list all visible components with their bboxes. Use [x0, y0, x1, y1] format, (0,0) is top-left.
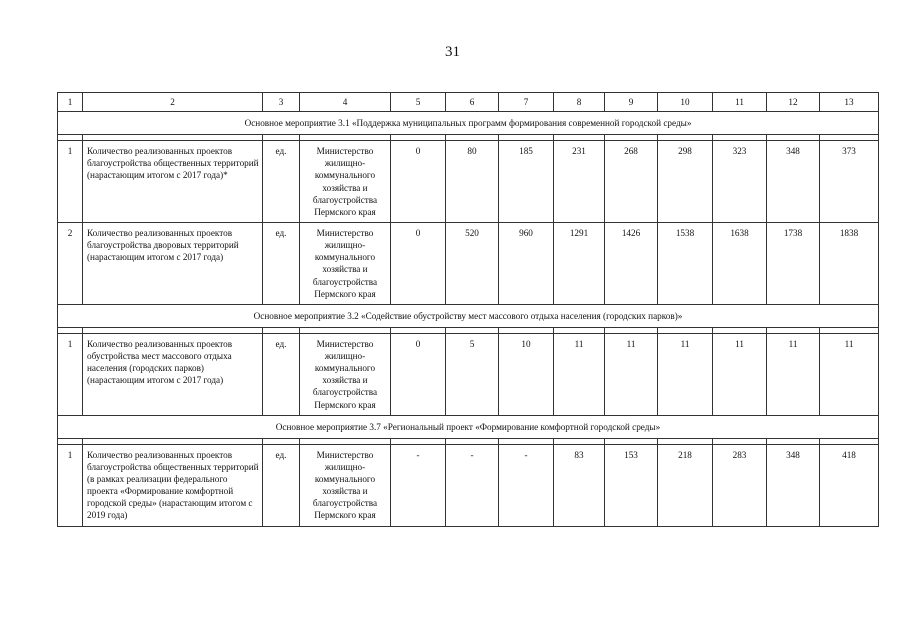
- value-cell: 960: [499, 222, 554, 304]
- value-cell: 520: [446, 222, 499, 304]
- value-cell: -: [391, 444, 446, 526]
- table-row: [58, 333, 879, 415]
- value-cell: 153: [605, 444, 658, 526]
- unit-cell: ед.: [263, 141, 300, 223]
- indicator-name: Количество реализованных проектов благоустройства общественных территорий (нарастающим итогом с 2017 года)*: [83, 141, 263, 223]
- value-cell: 185: [499, 141, 554, 223]
- column-header: 13: [820, 93, 879, 112]
- responsible-ministry: Министерство жилищно-коммунального хозяйства и благоустройства Пермского края: [300, 333, 391, 415]
- column-header: 10: [658, 93, 713, 112]
- value-cell: 283: [713, 444, 767, 526]
- row-number: 1: [58, 141, 83, 223]
- value-cell: -: [499, 444, 554, 526]
- value-cell: 218: [658, 444, 713, 526]
- value-cell: 348: [767, 141, 820, 223]
- value-cell: 231: [554, 141, 605, 223]
- responsible-ministry: Министерство жилищно-коммунального хозяйства и благоустройства Пермского края: [300, 141, 391, 223]
- value-cell: 268: [605, 141, 658, 223]
- unit-cell: ед.: [263, 333, 300, 415]
- value-cell: -: [446, 444, 499, 526]
- table-row: [58, 141, 879, 223]
- value-cell: 11: [605, 333, 658, 415]
- value-cell: 10: [499, 333, 554, 415]
- column-header: 8: [554, 93, 605, 112]
- indicator-name: Количество реализованных проектов благоустройства дворовых территорий (нарастающим итогом с 2017 года): [83, 222, 263, 304]
- value-cell: 298: [658, 141, 713, 223]
- value-cell: 1838: [820, 222, 879, 304]
- table-row: [58, 222, 879, 304]
- value-cell: 5: [446, 333, 499, 415]
- page-number: 31: [445, 44, 460, 60]
- value-cell: 11: [820, 333, 879, 415]
- value-cell: 83: [554, 444, 605, 526]
- value-cell: 1538: [658, 222, 713, 304]
- value-cell: 323: [713, 141, 767, 223]
- unit-cell: ед.: [263, 222, 300, 304]
- value-cell: 0: [391, 333, 446, 415]
- column-header: 5: [391, 93, 446, 112]
- value-cell: 0: [391, 222, 446, 304]
- column-header-row: [58, 93, 879, 112]
- section-title: Основное мероприятие 3.2 «Содействие обустройству мест массового отдыха населения (городских парков)»: [58, 304, 879, 327]
- row-number: 2: [58, 222, 83, 304]
- responsible-ministry: Министерство жилищно-коммунального хозяйства и благоустройства Пермского края: [300, 222, 391, 304]
- section-title: Основное мероприятие 3.1 «Поддержка муниципальных программ формирования современной городской среды»: [58, 112, 879, 135]
- column-header: 1: [58, 93, 83, 112]
- value-cell: 11: [554, 333, 605, 415]
- section-header-row: [58, 304, 879, 327]
- value-cell: 11: [658, 333, 713, 415]
- responsible-ministry: Министерство жилищно-коммунального хозяйства и благоустройства Пермского края: [300, 444, 391, 526]
- value-cell: 373: [820, 141, 879, 223]
- column-header: 4: [300, 93, 391, 112]
- row-number: 1: [58, 444, 83, 526]
- row-number: 1: [58, 333, 83, 415]
- table-row: [58, 444, 879, 526]
- value-cell: 1738: [767, 222, 820, 304]
- value-cell: 0: [391, 141, 446, 223]
- column-header: 3: [263, 93, 300, 112]
- section-title: Основное мероприятие 3.7 «Региональный проект «Формирование комфортной городской среды»: [58, 415, 879, 438]
- indicator-name: Количество реализованных проектов благоустройства общественных территорий (в рамках реализации федерального проекта «Формирование комфортной городской среды» (нарастающим итогом с 2019 года): [83, 444, 263, 526]
- section-header-row: [58, 112, 879, 135]
- table-body: [58, 93, 879, 527]
- value-cell: 1638: [713, 222, 767, 304]
- indicator-table: [57, 92, 879, 527]
- column-header: 6: [446, 93, 499, 112]
- column-header: 2: [83, 93, 263, 112]
- value-cell: 11: [767, 333, 820, 415]
- column-header: 12: [767, 93, 820, 112]
- value-cell: 80: [446, 141, 499, 223]
- value-cell: 1291: [554, 222, 605, 304]
- value-cell: 11: [713, 333, 767, 415]
- column-header: 9: [605, 93, 658, 112]
- value-cell: 348: [767, 444, 820, 526]
- column-header: 7: [499, 93, 554, 112]
- value-cell: 1426: [605, 222, 658, 304]
- column-header: 11: [713, 93, 767, 112]
- section-header-row: [58, 415, 879, 438]
- indicator-name: Количество реализованных проектов обустройства мест массового отдыха населения (городских парков) (нарастающим итогом с 2017 года): [83, 333, 263, 415]
- value-cell: 418: [820, 444, 879, 526]
- unit-cell: ед.: [263, 444, 300, 526]
